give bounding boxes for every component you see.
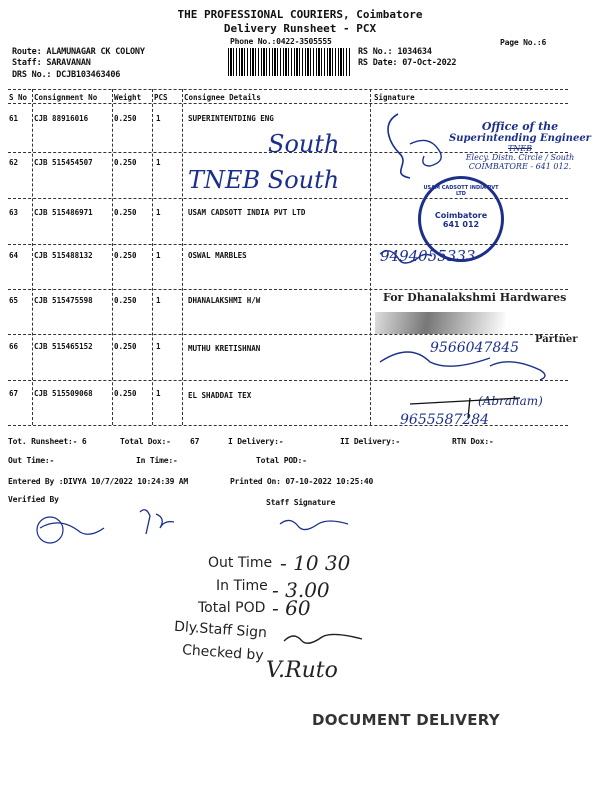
footer-in-time-value: - 3.00	[272, 578, 330, 602]
total-pod: Total POD:-	[256, 456, 307, 465]
row-sno: 61	[9, 114, 19, 123]
stamp-line: Office of the	[481, 120, 559, 133]
route: Route: ALAMUNAGAR CK COLONY	[12, 47, 145, 57]
table-top-rule	[8, 89, 568, 90]
ii-delivery: II Delivery:-	[340, 437, 401, 446]
verification-signatures	[10, 500, 390, 550]
staff: Staff: SARAVANAN	[12, 58, 91, 68]
phone-number: Phone No.:0422-3505555	[230, 37, 332, 46]
row-consignment: CJB 515465152	[34, 342, 93, 351]
dhanalakshmi-stamp: For Dhanalakshmi Hardwares	[383, 291, 567, 304]
total-dox-value: 67	[190, 437, 200, 446]
col-header-signature: Signature	[374, 93, 415, 102]
entered-by: Entered By :DIVYA 10/7/2022 10:24:39 AM	[8, 477, 189, 486]
stamp-line: TNEB	[507, 144, 533, 153]
row-consignment: CJB 88916016	[34, 114, 89, 123]
footer-checked-by-label: Checked by	[181, 642, 265, 664]
row-weight: 0.250	[114, 114, 137, 123]
document-delivery-stamp: DOCUMENT DELIVERY	[312, 711, 500, 729]
row-consignee: MUTHU KRETISHNAN	[188, 344, 261, 353]
handwritten-phone: 9655587284	[400, 412, 490, 428]
footer-staff-sign-label: Dly.Staff Sign	[173, 618, 268, 642]
row-pcs: 1	[156, 208, 161, 217]
row-sno: 64	[9, 251, 19, 260]
handwritten-tneb-south: TNEB South	[188, 166, 340, 194]
row-consignee: USAM CADSOTT INDIA PVT LTD	[188, 208, 306, 217]
row-pcs: 1	[156, 158, 161, 167]
runsheet-title: Delivery Runsheet - PCX	[223, 22, 377, 35]
rs-date: RS Date: 07-Oct-2022	[358, 58, 457, 68]
row-pcs: 1	[156, 389, 161, 398]
column-rule	[112, 89, 113, 425]
company-title: THE PROFESSIONAL COURIERS, Coimbatore	[177, 8, 423, 21]
column-rule	[152, 89, 153, 425]
footer-staff-signature	[280, 625, 380, 655]
printed-on: Printed On: 07-10-2022 10:25:40	[230, 477, 374, 486]
row-sno: 62	[9, 158, 19, 167]
tot-runsheet: Tot. Runsheet:- 6	[8, 437, 87, 446]
col-header-pcs: PCS	[154, 93, 168, 102]
row-weight: 0.250	[114, 251, 137, 260]
partner-stamp: Partner	[535, 334, 578, 345]
row-pcs: 1	[156, 296, 161, 305]
footer-checked-by-value: V.Ruto	[266, 658, 338, 683]
row-consignee: SUPERINTENTDING ENG	[188, 114, 274, 123]
handwritten-name: (Abraham)	[478, 394, 543, 408]
handwritten-south: South	[268, 130, 340, 158]
col-header-consignment: Consignment No	[34, 93, 98, 102]
column-rule	[32, 89, 33, 425]
col-header-sno: S No	[9, 93, 28, 102]
footer-out-time-value: - 10 30	[280, 551, 351, 575]
col-header-weight: Weight	[114, 93, 142, 102]
verified-by: Verified By	[8, 495, 59, 504]
row-pcs: 1	[156, 251, 161, 260]
footer-total-pod-value: - 60	[272, 596, 311, 620]
row-pcs: 1	[156, 342, 161, 351]
column-rule	[182, 89, 183, 425]
row-sno: 66	[9, 342, 19, 351]
barcode	[228, 48, 350, 76]
in-time: In Time:-	[136, 456, 178, 465]
footer-total-pod-label: Total POD	[198, 600, 266, 616]
stamp-line: COIMBATORE - 641 012.	[468, 162, 572, 171]
row-consignee: DHANALAKSHMI H/W	[188, 296, 261, 305]
seal-company: USAM CADSOTT INDIA PVT LTD	[423, 185, 499, 197]
row-sno: 67	[9, 389, 19, 398]
footer-out-time-label: Out Time	[208, 555, 273, 571]
rs-number: RS No.: 1034634	[358, 47, 432, 57]
row-consignment: CJB 515488132	[34, 251, 93, 260]
row-consignment: CJB 515454507	[34, 158, 93, 167]
footer-in-time-label: In Time	[216, 578, 268, 594]
row-consignment: CJB 515475598	[34, 296, 93, 305]
row-consignee: OSWAL MARBLES	[188, 251, 247, 260]
company-seal	[418, 176, 504, 262]
out-time: Out Time:-	[8, 456, 55, 465]
seal-city: Coimbatore	[434, 211, 488, 220]
row-consignee: EL SHADDAI TEX	[188, 391, 252, 400]
handwritten-phone: 9566047845	[430, 340, 520, 356]
row-sno: 63	[9, 208, 19, 217]
drs-number: DRS No.: DCJB103463406	[12, 70, 121, 80]
staff-signature-label: Staff Signature	[266, 498, 336, 507]
i-delivery: I Delivery:-	[228, 437, 284, 446]
total-dox-label: Total Dox:-	[120, 437, 171, 446]
col-header-consignee: Consignee Details	[184, 93, 261, 102]
row-weight: 0.250	[114, 158, 137, 167]
stamp-line: Elecy. Distn. Circle / South	[465, 153, 575, 162]
row-weight: 0.250	[114, 296, 137, 305]
rtn-dox: RTN Dox:-	[452, 437, 494, 446]
stamp-line: Superintending Engineer	[449, 133, 591, 144]
row-pcs: 1	[156, 114, 161, 123]
row-weight: 0.250	[114, 208, 137, 217]
row-consignment: CJB 515509068	[34, 389, 93, 398]
row-sno: 65	[9, 296, 19, 305]
row-consignment: CJB 515486971	[34, 208, 93, 217]
row-weight: 0.250	[114, 342, 137, 351]
seal-pin: 641 012	[442, 220, 480, 229]
page-number: Page No.:6	[500, 38, 547, 47]
office-stamp	[440, 120, 600, 171]
row-weight: 0.250	[114, 389, 137, 398]
stamp-smudge	[375, 312, 505, 334]
handwritten-phone: 9494055333	[380, 247, 476, 265]
